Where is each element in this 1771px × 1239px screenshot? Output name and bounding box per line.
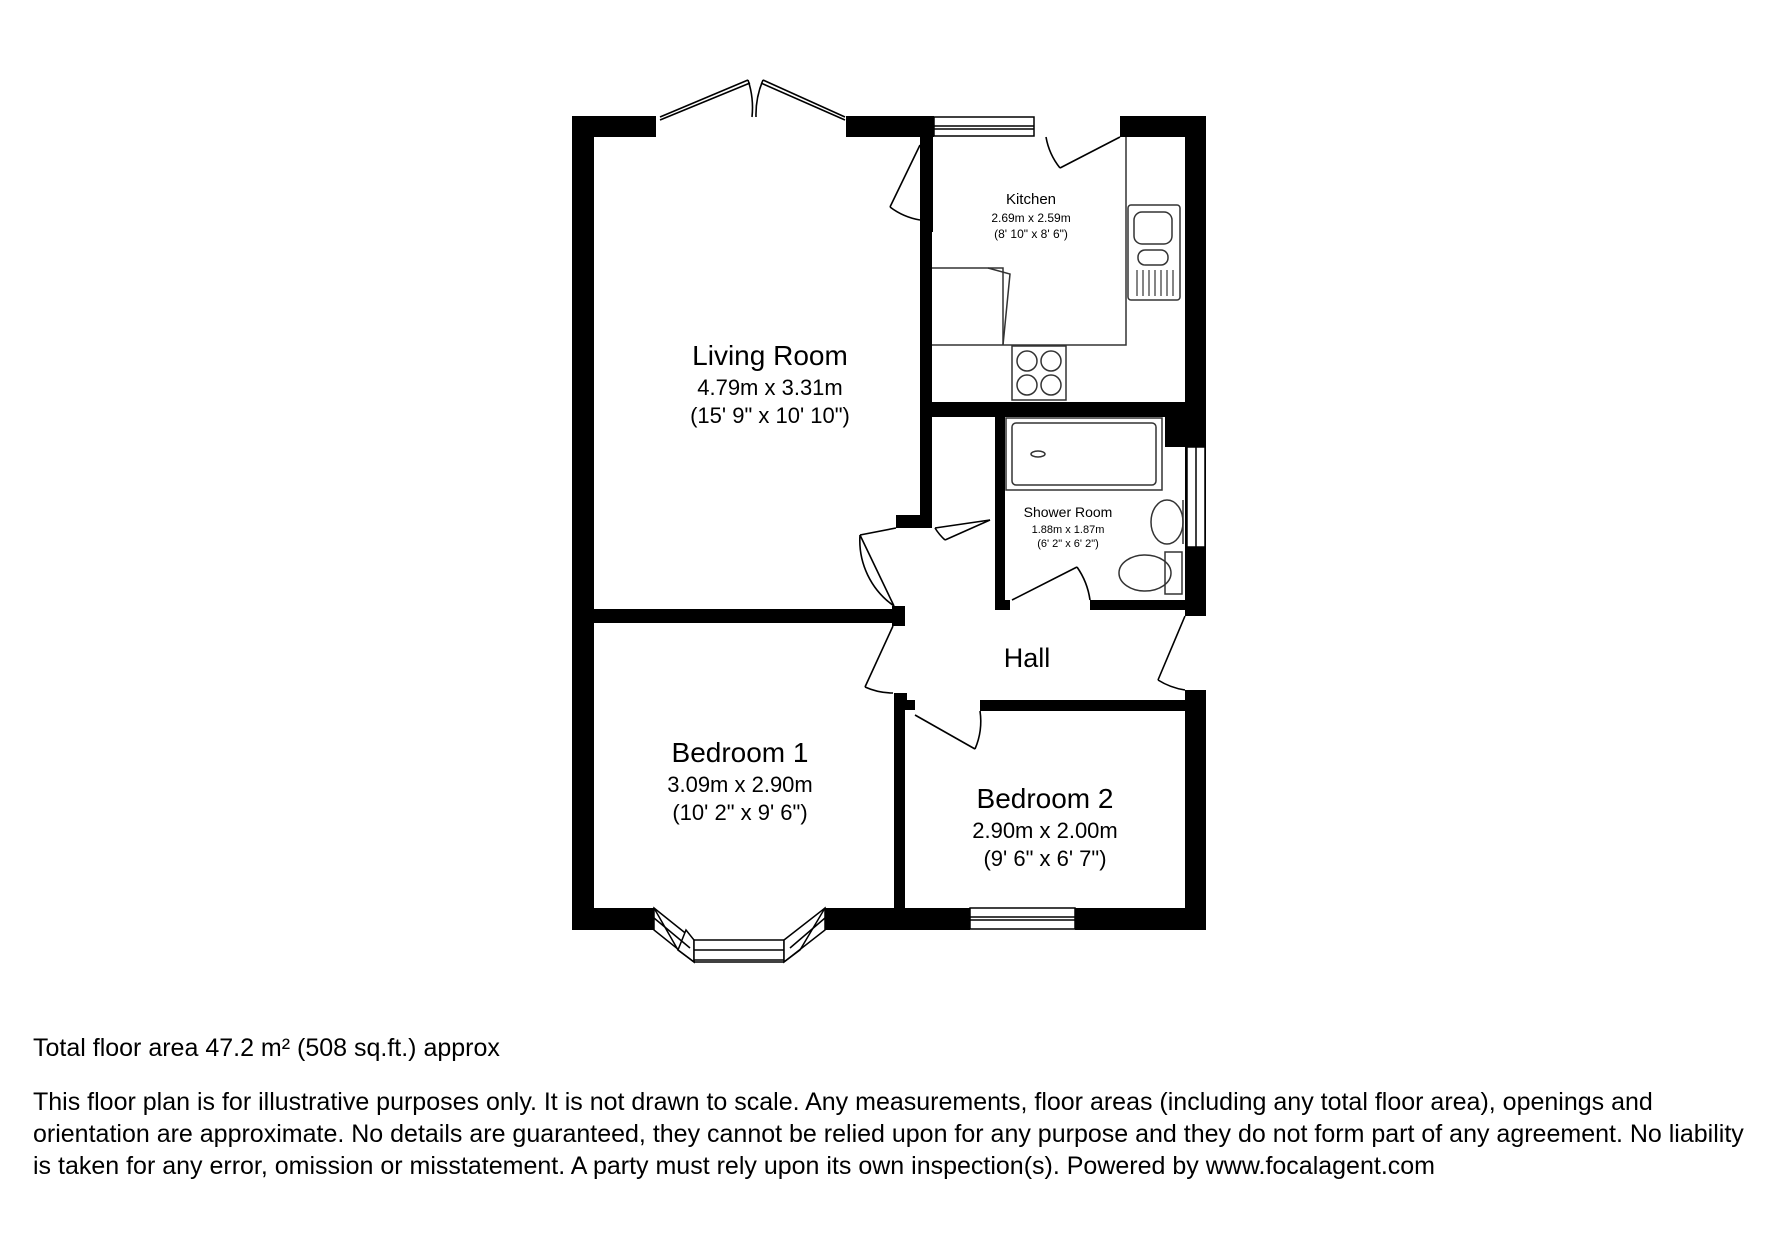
door-kitchen-back: [1060, 137, 1120, 168]
bedroom-2-imperial: (9' 6" x 6' 7"): [983, 846, 1107, 871]
wall-hall-post: [892, 606, 905, 626]
wall-bottom-left: [572, 908, 654, 930]
wall-shower-left: [995, 417, 1005, 607]
kitchen-worktop: [932, 137, 1126, 345]
wall-bottom-middle: [825, 908, 970, 930]
kitchen-imperial: (8' 10" x 8' 6"): [994, 227, 1068, 241]
wall-shower-bottom-left: [995, 600, 1010, 610]
kitchen-name: Kitchen: [1005, 191, 1057, 208]
wall-bottom-right: [1075, 908, 1206, 930]
shower-room-name: Shower Room: [1023, 504, 1113, 520]
wall-shower-right-block: [1165, 417, 1186, 447]
kitchen-metric: 2.69m x 2.59m: [991, 211, 1071, 225]
door-living-kitchen: [890, 145, 920, 207]
hall-name: Hall: [1003, 643, 1051, 673]
bay-window-bedroom1: [654, 908, 825, 962]
disclaimer-text: This floor plan is for illustrative purposes only. It is not drawn to scale. Any measurements, floor areas (including any total floor area), openings and orientation are approximate. No details are guaranteed, they cannot be relied upon for any purpose and they do not form part of any agreement. No liability is taken for any error, omission or misstatement. A party must rely upon its own inspection(s). Powered by www.focalagent.com: [33, 1088, 1744, 1180]
wall-living-kitchen-lower: [920, 220, 932, 516]
living-room-metric: 4.79m x 3.31m: [697, 375, 843, 400]
kitchen-unit: [932, 268, 1003, 345]
bedroom-1-name: Bedroom 1: [671, 737, 809, 768]
toilet-icon: [1165, 552, 1182, 594]
room-labels: [667, 191, 1118, 871]
wall-hall-bedroom2-post: [905, 700, 915, 710]
total-floor-area: Total floor area 47.2 m² (508 sq.ft.) approx: [33, 1034, 500, 1062]
wall-stub-living: [896, 515, 932, 528]
bedroom-2-metric: 2.90m x 2.00m: [972, 818, 1118, 843]
door-shower: [1012, 567, 1077, 600]
door-bedroom1: [865, 626, 893, 687]
shower-tray-icon: [1006, 418, 1162, 490]
basin-icon: [1151, 500, 1183, 544]
wall-right-lower: [1185, 690, 1206, 930]
shower-room-metric: 1.88m x 1.87m: [1031, 524, 1105, 536]
living-room-name: Living Room: [692, 340, 848, 371]
shower-room-imperial: (6' 2" x 6' 2"): [1037, 538, 1099, 550]
door-living-hall: [860, 528, 896, 535]
living-room-imperial: (15' 9" x 10' 10"): [690, 403, 850, 428]
window-bedroom2: [970, 908, 1075, 929]
wall-living-bedroom1: [594, 609, 892, 623]
door-bedroom2: [915, 715, 975, 749]
wall-hall-bedroom2: [980, 700, 1186, 711]
bedroom-2-name: Bedroom 2: [976, 783, 1114, 814]
wall-kitchen-shower: [932, 402, 1186, 417]
bedroom-1-imperial: (10' 2" x 9' 6"): [672, 800, 808, 825]
wall-left: [572, 116, 594, 930]
kitchen-fixtures: [932, 137, 1180, 400]
door-french-right: [763, 80, 845, 117]
wall-living-kitchen: [920, 137, 933, 232]
door-front: [1158, 616, 1185, 680]
door-french-left: [660, 80, 748, 117]
wall-shower-bottom-right: [1090, 600, 1186, 610]
wall-top-middle: [846, 116, 934, 137]
bedroom-1-metric: 3.09m x 2.90m: [667, 772, 813, 797]
wall-bedroom1-bedroom2: [894, 707, 905, 908]
